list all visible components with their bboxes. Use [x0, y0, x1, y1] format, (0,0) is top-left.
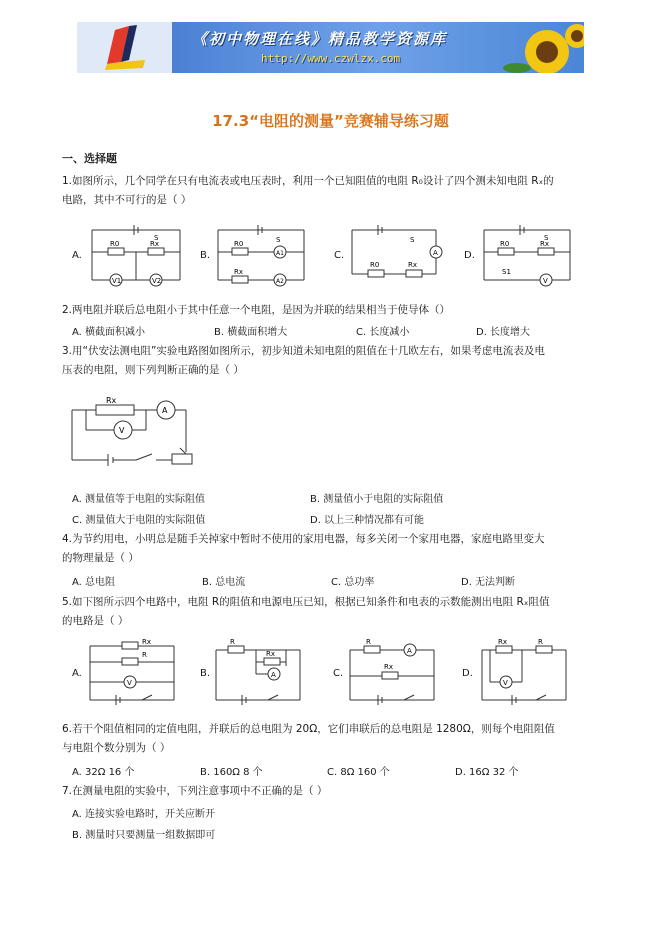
q3-rx-label: Rx	[106, 396, 117, 405]
q3-option-a: A. 测量值等于电阻的实际阻值	[72, 494, 206, 505]
q5-circuit-a	[86, 638, 182, 706]
q1d-s-label: S	[544, 234, 549, 242]
q5c-r-label: R	[366, 638, 371, 646]
q5c-ammeter-label: A	[407, 647, 412, 655]
q5-option-a-label: A.	[72, 668, 82, 679]
q5-option-d-label: D.	[462, 668, 473, 679]
section-heading: 一、选择题	[62, 152, 117, 165]
question-3-line-1: 3.用“伏安法测电阻”实验电路图如图所示，初步知道未知电阻的阻值在十几欧左右，如果考虑电流表及电	[62, 345, 545, 357]
q2-option-b: B. 横截面积增大	[214, 327, 288, 338]
q5-option-c-label: C.	[333, 668, 344, 679]
q1b-rx-label: Rx	[234, 268, 244, 276]
q5c-rx-label: Rx	[384, 663, 394, 671]
q1-circuit-c	[348, 222, 448, 288]
q5-circuit-d	[478, 638, 574, 706]
q1a-v2-label: V2	[152, 277, 162, 285]
q1c-s-label: S	[410, 236, 415, 244]
q3-ammeter-label: A	[162, 406, 168, 415]
q1c-ammeter-label: A	[433, 249, 438, 257]
banner-title: 《初中物理在线》精品教学资源库	[192, 30, 448, 48]
q5d-voltmeter-label: V	[503, 679, 508, 687]
q5d-rx-label: Rx	[498, 638, 508, 646]
q5a-r-label: R	[142, 651, 147, 659]
question-5-line-1: 5.如下图所示四个电路中，电阻 R的阻值和电源电压已知，根据已知条件和电表的示数能测出电阻 Rₓ阻值	[62, 596, 550, 608]
question-1-line-2: 电路，其中不可行的是（ ）	[62, 194, 192, 206]
header-banner	[77, 22, 584, 73]
q1-circuit-d	[480, 222, 580, 288]
q5b-ammeter-label: A	[271, 671, 276, 679]
q3-option-c: C. 测量值大于电阻的实际阻值	[72, 515, 206, 526]
question-6-line-2: 与电阻个数分别为（ ）	[62, 742, 171, 754]
q5b-rx-label: Rx	[266, 650, 276, 658]
q1-circuit-b	[214, 222, 314, 288]
q1b-a2-label: A2	[276, 278, 284, 285]
q3-option-b: B. 测量值小于电阻的实际阻值	[310, 494, 444, 505]
q1-circuit-a	[88, 222, 188, 288]
q2-option-c: C. 长度减小	[356, 327, 410, 338]
q4-option-c: C. 总功率	[331, 577, 375, 588]
q1b-s-label: S	[276, 236, 281, 244]
q1-option-d-label: D.	[464, 250, 475, 261]
q6-option-d: D. 16Ω 32 个	[455, 767, 519, 778]
q5d-r-label: R	[538, 638, 543, 646]
q1d-s1-label: S1	[502, 268, 511, 276]
q1-option-a-label: A.	[72, 250, 82, 261]
q4-option-d: D. 无法判断	[461, 577, 516, 588]
q7-option-a: A. 连接实验电路时，开关应断开	[72, 809, 216, 820]
question-2-line-1: 2.两电阻并联后总电阻小于其中任意一个电阻，是因为并联的结果相当于使导体（）	[62, 304, 451, 316]
q5a-voltmeter-label: V	[127, 679, 132, 687]
q5-option-b-label: B.	[200, 668, 211, 679]
q6-option-c: C. 8Ω 160 个	[327, 767, 390, 778]
q4-option-a: A. 总电阻	[72, 577, 116, 588]
question-4-line-2: 的物理量是（ ）	[62, 552, 139, 564]
question-1-line-1: 1.如图所示，几个同学在只有电流表或电压表时，利用一个已知阻值的电阻 R₀设计了四个测未知电阻 Rₓ的	[62, 175, 554, 187]
q5-circuit-c	[346, 638, 442, 706]
question-6-line-1: 6.若干个阻值相同的定值电阻，并联后的总电阻为 20Ω，它们串联后的总电阻是 1280Ω，则每个电阻阻值	[62, 723, 555, 735]
q1b-a1-label: A1	[276, 250, 284, 257]
q1a-rx-label: Rx	[150, 240, 160, 248]
q4-option-b: B. 总电流	[202, 577, 246, 588]
q6-option-a: A. 32Ω 16 个	[72, 767, 135, 778]
q5-circuit-b	[212, 638, 308, 706]
question-4-line-1: 4.为节约用电，小明总是随手关掉家中暂时不使用的家用电器，每多关闭一个家用电器，家庭电路里变大	[62, 533, 545, 545]
q1c-r0-label: R0	[370, 261, 380, 269]
q1b-r0-label: R0	[234, 240, 244, 248]
q1d-r0-label: R0	[500, 240, 510, 248]
q5b-r-label: R	[230, 638, 235, 646]
q1d-voltmeter-label: V	[543, 277, 548, 285]
q1-option-c-label: C.	[334, 250, 345, 261]
q3-voltmeter-label: V	[119, 426, 125, 435]
q2-option-d: D. 长度增大	[476, 327, 531, 338]
q3-option-d: D. 以上三种情况都有可能	[310, 515, 425, 526]
q1c-rx-label: Rx	[408, 261, 418, 269]
q1-option-b-label: B.	[200, 250, 211, 261]
q1a-r0-label: R0	[110, 240, 120, 248]
q3-circuit-diagram	[66, 392, 194, 474]
q1d-rx-label: Rx	[540, 240, 550, 248]
question-5-line-2: 的电路是（ ）	[62, 615, 129, 627]
q1a-v1-label: V1	[112, 277, 122, 285]
q5a-rx-label: Rx	[142, 638, 152, 646]
q1a-s-label: S	[154, 234, 159, 242]
q7-option-b: B. 测量时只要测量一组数据即可	[72, 830, 216, 841]
document-title: 17.3“电阻的测量”竞赛辅导练习题	[212, 112, 449, 130]
question-3-line-2: 压表的电阻，则下列判断正确的是（ ）	[62, 364, 244, 376]
question-7-line-1: 7.在测量电阻的实验中，下列注意事项中不正确的是（ ）	[62, 785, 328, 797]
q2-option-a: A. 横截面积减小	[72, 327, 146, 338]
q6-option-b: B. 160Ω 8 个	[200, 767, 263, 778]
banner-url[interactable]: http://www.czwlzx.com	[261, 52, 401, 65]
